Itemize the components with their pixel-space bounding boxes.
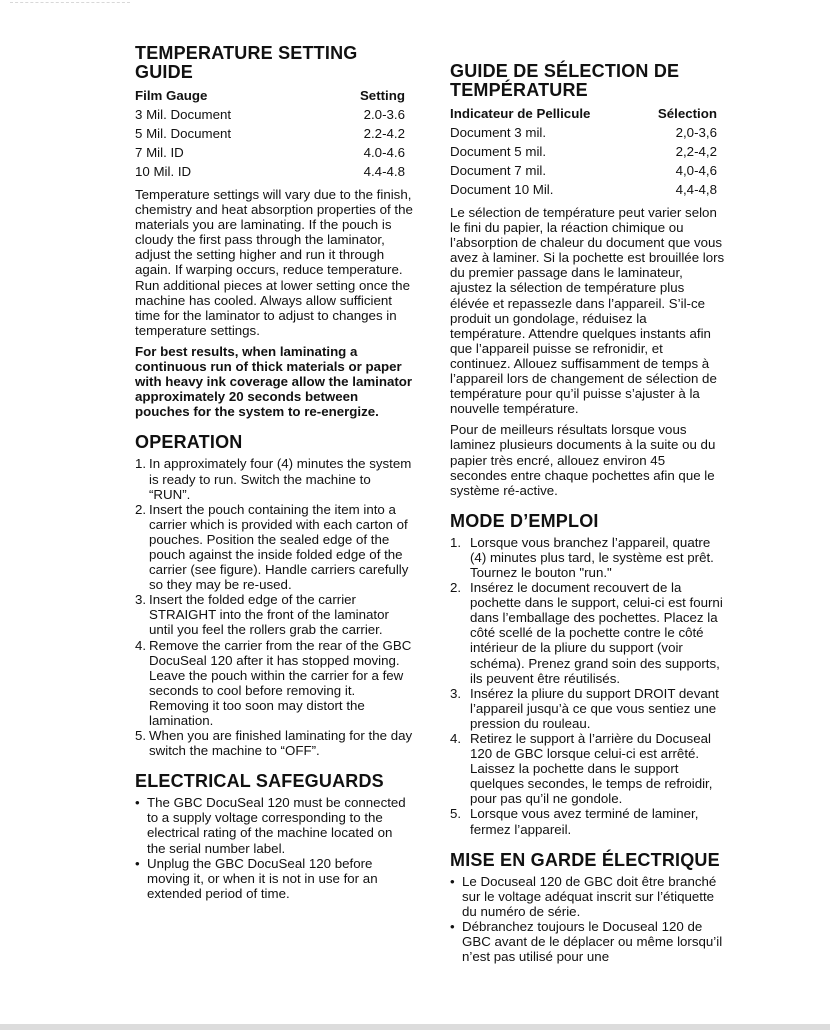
- list-item: [135, 728, 413, 758]
- setting-header: Setting: [359, 88, 405, 103]
- step-text: Insert the pouch containing the item into a carrier which is provided with each carton of pouches. Position the sealed edge of the pouch against the inside folded edge of the carrier (see figure). Handle carriers carefully so they may be re-used.: [149, 501, 409, 593]
- operation-steps: [450, 535, 725, 837]
- temperature-guide-title: TEMPERATURE SETTING GUIDE: [135, 43, 358, 82]
- step-text: In approximately four (4) minutes the system is ready to run. Switch the machine to “RUN”.: [149, 456, 412, 502]
- scan-artifact: [10, 2, 130, 5]
- step-text: Remove the carrier from the rear of the GBC DocuSeal 120 after it has stopped moving. Leave the pouch within the carrier for a few seconds to cool before removing it. Removing it too soon may distort the lamination.: [149, 637, 412, 728]
- step-number: 5.: [450, 806, 462, 822]
- electrical-safeguards-title: MISE EN GARDE ÉLECTRIQUE: [450, 849, 720, 870]
- safeguard-text: The GBC DocuSeal 120 must be connected to a supply voltage corresponding to the electrical rating of the machine located on the serial number label.: [147, 795, 406, 856]
- table-row: [135, 143, 413, 162]
- step-text: Insérez le document recouvert de la pochette dans le support, celui-ci est fourni dans l’emballage des pochettes. Placez la côté scellé de la pochette contre le côté intérieur de la pliure du support (voir schéma). Prenez grand soin des supports, ils peuvent être réutilisés.: [470, 580, 723, 686]
- step-text: Lorsque vous branchez l’appareil, quatre (4) minutes plus tard, le système est prêt. Tournez le bouton "run.": [470, 534, 714, 580]
- best-results-paragraph: For best results, when laminating a continuous run of thick materials or paper with heavy ink coverage allow the laminator approximately 20 seconds between pouches for the system to re-energize.: [135, 343, 413, 420]
- gauge-cell: Document 7 mil.: [450, 163, 547, 178]
- setting-cell: 2,0-3,6: [675, 125, 717, 140]
- list-item: [450, 919, 725, 964]
- list-item: [450, 686, 725, 731]
- page-bottom-edge: [0, 1024, 830, 1030]
- list-item: [135, 856, 413, 901]
- step-number: 4.: [450, 731, 462, 746]
- table-row: [450, 142, 725, 161]
- gauge-cell: Document 5 mil.: [450, 144, 547, 159]
- step-number: 1.: [135, 456, 147, 472]
- list-item: [135, 592, 413, 637]
- gauge-cell: 7 Mil. ID: [135, 145, 184, 160]
- list-item: [135, 456, 413, 501]
- list-item: [450, 806, 725, 836]
- table-row: [450, 123, 725, 142]
- step-number: 1.: [450, 534, 462, 550]
- table-row: [450, 161, 725, 180]
- list-item: [135, 502, 413, 593]
- gauge-cell: 5 Mil. Document: [135, 126, 232, 141]
- step-text: Lorsque vous avez terminé de laminer, fermez l’appareil.: [470, 806, 699, 837]
- operation-steps: [135, 456, 413, 758]
- electrical-safeguards-title: ELECTRICAL SAFEGUARDS: [135, 771, 384, 792]
- setting-cell: 2.0-3.6: [363, 107, 405, 122]
- french-column: [450, 62, 725, 964]
- setting-cell: 4,4-4,8: [675, 182, 717, 197]
- step-number: 3.: [450, 685, 462, 701]
- safeguards-list: [450, 874, 725, 965]
- step-text: Retirez le support à l’arrière du Docuseal 120 de GBC lorsque celui-ci est arrêté. Laissez la pochette dans le support quelques secondes, le temps de refroidir, pour pas qu’il ne gondole.: [470, 731, 713, 807]
- setting-cell: 2,2-4,2: [675, 144, 717, 159]
- temperature-paragraph: Le sélection de température peut varier selon le fini du papier, la réaction chimique ou l’absorption de chaleur du document que vous avez à laminer. Si la pochette est brouillée lors du premier passage dans le laminateur, ajustez la sélection de température plus élévée et repassezle dans l’appareil. S’il-ce produit un gondolage, réduisez la température. Attendre quelques instants afin que l’appareil puisse se refronidir, et continuez. Allouez suffisamment de temps à l’appareil lors de changement de sélection de température pour qu’il puisse s’ajuster à la nouvelle température.: [450, 205, 725, 417]
- temperature-table: [135, 86, 413, 181]
- list-item: [135, 638, 413, 729]
- step-number: 4.: [135, 637, 147, 653]
- english-column: [135, 44, 413, 901]
- operation-title: MODE D’EMPLOI: [450, 510, 599, 531]
- table-row: [135, 105, 413, 124]
- step-text: Insérez la pliure du support DROIT devant l’appareil jusqu’à ce que vous sentiez une pression du rouleau.: [470, 685, 719, 731]
- step-number: 2.: [135, 501, 147, 517]
- list-item: [135, 795, 413, 855]
- temperature-paragraph: Temperature settings will vary due to the finish, chemistry and heat absorption properties of the materials you are laminating. If the pouch is cloudy the first pass through the laminator, adjust the setting higher and run it through again. If warping occurs, reduce temperature. Run additional pieces at lower setting once the machine has cooled. Always allow sufficient time for the laminator to adjust to changes in temperature settings.: [135, 187, 413, 338]
- temperature-guide-title: GUIDE DE SÉLECTION DE TEMPÉRATURE: [450, 61, 680, 100]
- table-row: [135, 162, 413, 181]
- step-number: 2.: [450, 580, 462, 596]
- gauge-cell: Document 10 Mil.: [450, 182, 554, 197]
- list-item: [450, 731, 725, 806]
- bullet: •: [135, 855, 140, 871]
- gauge-cell: 3 Mil. Document: [135, 107, 232, 122]
- step-number: 3.: [135, 592, 147, 608]
- film-gauge-header: Film Gauge: [135, 88, 208, 103]
- bullet: •: [450, 918, 455, 934]
- temperature-table: [450, 104, 725, 199]
- safeguard-text: Le Docuseal 120 de GBC doit être branché sur le voltage adéquat inscrit sur l’étiquette du numéro de série.: [462, 873, 717, 919]
- step-text: When you are finished laminating for the day switch the machine to “OFF”.: [149, 728, 413, 759]
- setting-cell: 4,0-4,6: [675, 163, 717, 178]
- list-item: [450, 535, 725, 580]
- operation-title: OPERATION: [135, 432, 243, 453]
- bullet: •: [135, 795, 140, 811]
- step-number: 5.: [135, 728, 147, 744]
- setting-cell: 2.2-4.2: [363, 126, 405, 141]
- setting-cell: 4.4-4.8: [363, 164, 405, 179]
- table-header: [135, 86, 413, 105]
- list-item: [450, 580, 725, 686]
- table-header: [450, 104, 725, 123]
- table-row: [135, 124, 413, 143]
- step-text: Insert the folded edge of the carrier STRAIGHT into the front of the laminator until you feel the rollers grab the carrier.: [149, 592, 389, 638]
- best-results-paragraph: Pour de meilleurs résultats lorsque vous laminez plusieurs documents à la suite ou du papier très encré, allouez environ 45 secondes entre chaque pochettes afin que le système ré-active.: [450, 422, 716, 498]
- gauge-cell: Document 3 mil.: [450, 125, 547, 140]
- setting-header: Sélection: [657, 106, 717, 121]
- table-row: [450, 180, 725, 199]
- bullet: •: [450, 873, 455, 889]
- list-item: [450, 874, 725, 919]
- film-gauge-header: Indicateur de Pellicule: [450, 106, 591, 121]
- safeguard-text: Unplug the GBC DocuSeal 120 before moving it, or when it is not in use for an extended period of time.: [147, 855, 378, 901]
- safeguard-text: Débranchez toujours le Docuseal 120 de GBC avant de le déplacer ou même lorsqu’il n’est pas utilisé pour une: [462, 918, 723, 965]
- setting-cell: 4.0-4.6: [363, 145, 405, 160]
- safeguards-list: [135, 795, 413, 901]
- gauge-cell: 10 Mil. ID: [135, 164, 192, 179]
